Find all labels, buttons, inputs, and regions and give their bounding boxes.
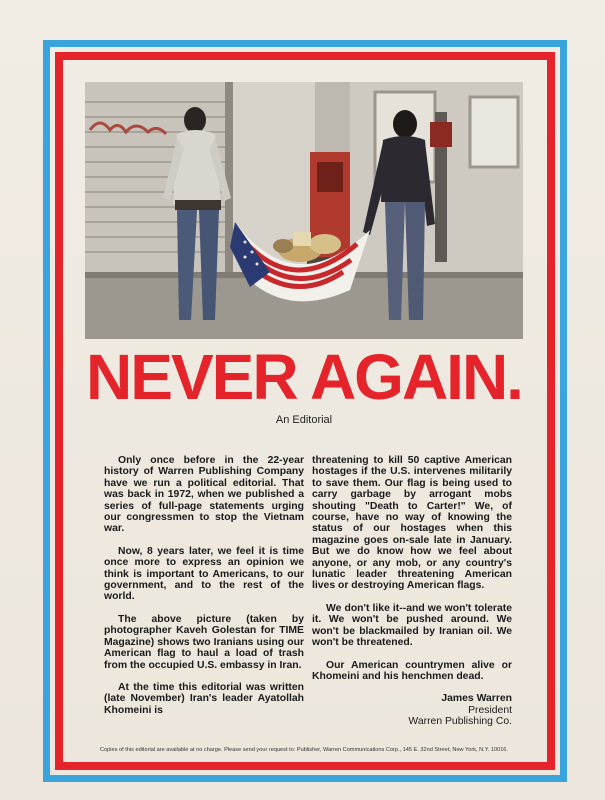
footnote: Copies of this editorial are available at no charge. Please send your request to: Publisher, Warren Communications Corp., 145 E. 32nd Street, New York, N.Y. 10016.	[100, 747, 508, 753]
paragraph: The above picture (taken by photographer Kaveh Golestan for TIME Magazine) shows two Iranians using our American flag to haul a load of trash from the occupied U.S. embassy in Iran.	[104, 613, 304, 671]
signature-title: President	[468, 704, 512, 716]
paragraph: We don't like it--and we won't tolerate it. We won't be pushed around. We won't be blackmailed by Iranian oil. We won't be threatened.	[312, 602, 512, 649]
signature-company: Warren Publishing Co.	[408, 716, 512, 728]
paragraph: At the time this editorial was written (late November) Iran's leader Ayatollah Khomeini is	[104, 681, 304, 716]
signature-name: James Warren	[441, 693, 512, 705]
paragraph: Our American countrymen alive or Khomeini and his henchmen dead.	[312, 659, 512, 682]
paragraph: Only once before in the 22-year history of Warren Publishing Company have we run a political editorial. That was back in 1972, when we published a series of full-page statements urging our congressmen to stop the Vietnam war.	[104, 455, 304, 535]
editorial-left-column	[104, 455, 304, 727]
paragraph: Now, 8 years later, we feel it is time once more to express an opinion we think is important to Americans, to our government, and to the rest of the world.	[104, 545, 304, 603]
editorial-right-column	[312, 455, 512, 728]
signature-block	[312, 693, 512, 727]
editorial-photo	[85, 82, 523, 339]
subheading: An Editorial	[275, 414, 333, 426]
headline: NEVER AGAIN.	[86, 341, 522, 413]
paragraph: threatening to kill 50 captive American hostages if the U.S. intervenes militarily to save them. Our flag is being used to carry garbage by arrogant mobs shouting "Death to Carter!" We, of course, have no way of knowing the status of our hostages when this magazine goes on-sale late in January. But we do know how we feel about anyone, or any mob, or any country's lunatic leader threatening American lives or destroying American flags.	[312, 455, 512, 592]
